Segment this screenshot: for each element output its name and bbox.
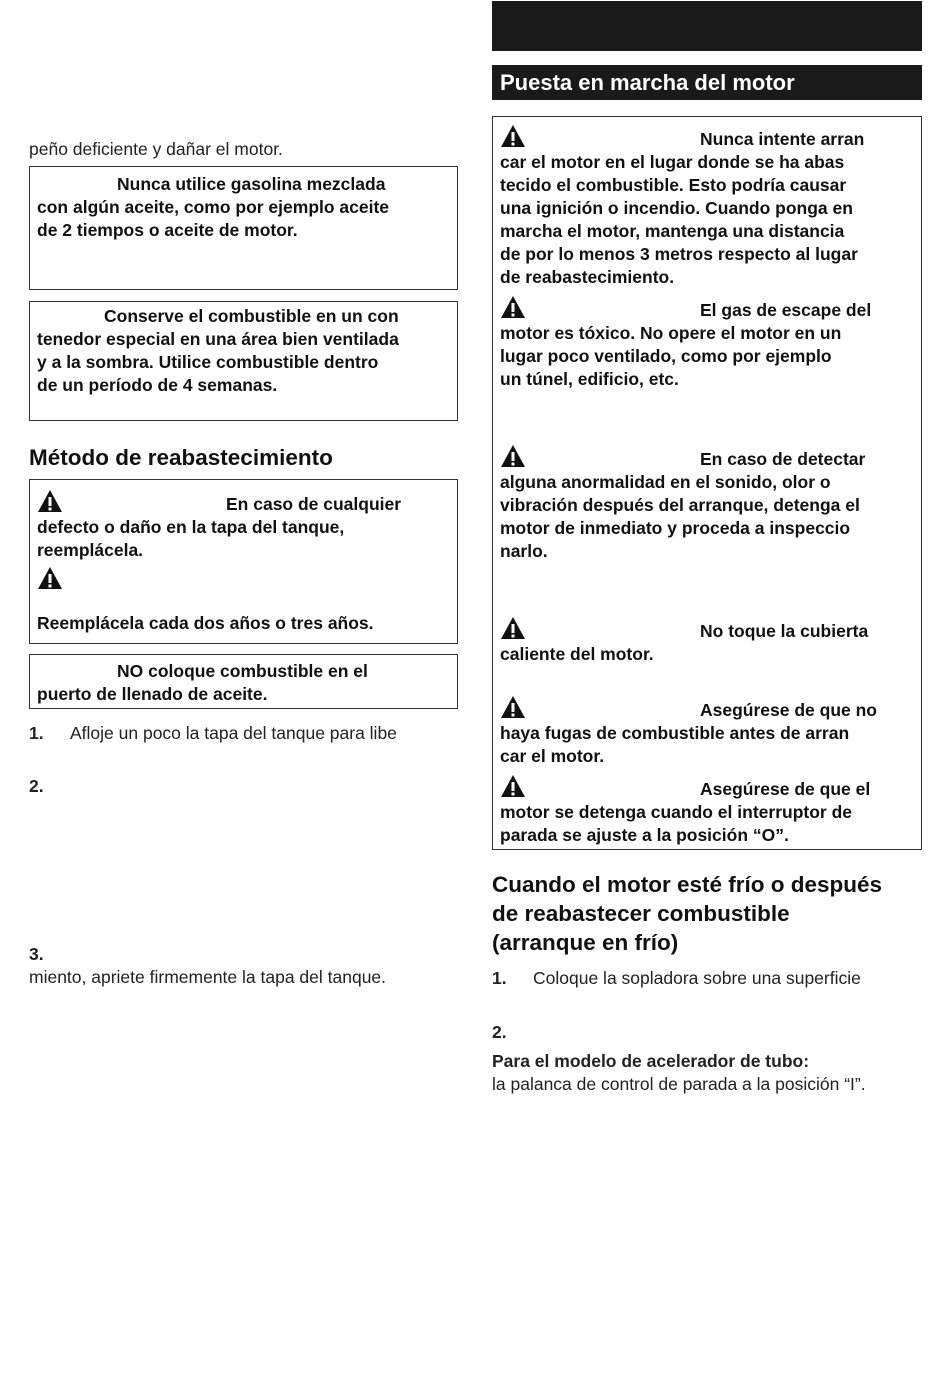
header-bar <box>492 1 922 51</box>
note-box-storage <box>29 301 458 421</box>
warning-triangle-icon <box>37 489 63 513</box>
warning-line: En caso de cualquier <box>226 494 402 514</box>
warning-line: narlo. <box>500 541 548 561</box>
step-text: Afloje un poco la tapa del tanque para libe <box>70 723 397 743</box>
note-line: de 2 tiempos o aceite de motor. <box>37 220 298 240</box>
warning-line: haya fugas de combustible antes de arran <box>500 723 850 743</box>
warning-line: tecido el combustible. Esto podría causar <box>500 175 847 195</box>
note-line: NO coloque combustible en el <box>117 661 368 681</box>
heading-line: de reabastecer combustible <box>492 901 790 926</box>
warning-triangle-icon <box>500 616 526 640</box>
note-line: con algún aceite, como por ejemplo aceite <box>37 197 390 217</box>
section-title-refuel: Método de reabastecimiento <box>29 445 333 470</box>
warning-line: Reemplácela cada dos años o tres años. <box>37 613 374 633</box>
note-line: y a la sombra. Utilice combustible dentro <box>37 352 379 372</box>
warning-line: defecto o daño en la tapa del tanque, <box>37 517 345 537</box>
step-number: 2. <box>492 1022 507 1042</box>
warning-triangle-icon <box>500 124 526 148</box>
warning-line: una ignición o incendio. Cuando ponga en <box>500 198 853 218</box>
warning-triangle-icon <box>37 566 63 590</box>
note-line: Conserve el combustible en un con <box>104 306 399 326</box>
step-number: 2. <box>29 776 44 796</box>
warning-line: marcha el motor, mantenga una distancia <box>500 221 845 241</box>
warning-box-start-engine <box>492 116 922 850</box>
note-box-oil-port <box>29 654 458 709</box>
step-number: 1. <box>492 968 507 988</box>
warning-line: No toque la cubierta <box>700 621 869 641</box>
warning-line: vibración después del arranque, detenga el <box>500 495 860 515</box>
step-3-text: miento, apriete firmemente la tapa del tanque. <box>29 967 387 987</box>
right-step-2 <box>492 1021 533 1044</box>
step-3 <box>29 943 70 966</box>
warning-line: car el motor en el lugar donde se ha abas <box>500 152 845 172</box>
step-1 <box>29 722 397 745</box>
warning-line: de reabastecimiento. <box>500 267 675 287</box>
model-label: Para el modelo de acelerador de tubo: <box>492 1051 810 1071</box>
right-step-1 <box>492 967 861 990</box>
step-text: Coloque la sopladora sobre una superficie <box>533 968 861 988</box>
warning-triangle-icon <box>500 295 526 319</box>
warning-line: motor se detenga cuando el interruptor de <box>500 802 852 822</box>
warning-line: motor de inmediato y proceda a inspeccio <box>500 518 851 538</box>
warning-line: car el motor. <box>500 746 605 766</box>
warning-line: motor es tóxico. No opere el motor en un <box>500 323 842 343</box>
warning-line: Nunca intente arran <box>700 129 865 149</box>
warning-line: En caso de detectar <box>700 449 866 469</box>
section-title-cold-start <box>492 870 882 957</box>
warning-line: El gas de escape del <box>700 300 872 320</box>
step-2 <box>29 775 70 798</box>
heading-line: (arranque en frío) <box>492 930 679 955</box>
warning-line: Asegúrese de que no <box>700 700 877 720</box>
step-number: 3. <box>29 944 44 964</box>
note-box-mixed-fuel <box>29 166 458 290</box>
warning-line: reemplácela. <box>37 540 144 560</box>
note-line: tenedor especial en una área bien ventilada <box>37 329 399 349</box>
warning-triangle-icon <box>500 444 526 468</box>
section-title-start-engine: Puesta en marcha del motor <box>492 65 922 100</box>
warning-line: parada se ajuste a la posición “O”. <box>500 825 789 845</box>
warning-triangle-icon <box>500 774 526 798</box>
note-line: puerto de llenado de aceite. <box>37 684 268 704</box>
model-text: la palanca de control de parada a la posición “I”. <box>492 1074 866 1094</box>
heading-line: Cuando el motor esté frío o después <box>492 872 883 897</box>
note-line: Nunca utilice gasolina mezclada <box>117 174 386 194</box>
warning-line: alguna anormalidad en el sonido, olor o <box>500 472 831 492</box>
intro-line: peño deficiente y dañar el motor. <box>29 139 283 159</box>
warning-line: caliente del motor. <box>500 644 654 664</box>
warning-line: lugar poco ventilado, como por ejemplo <box>500 346 832 366</box>
note-line: de un período de 4 semanas. <box>37 375 278 395</box>
step-number: 1. <box>29 723 44 743</box>
warning-line: de por lo menos 3 metros respecto al lugar <box>500 244 858 264</box>
warning-line: Asegúrese de que el <box>700 779 871 799</box>
warning-box-tank-cap <box>29 479 458 644</box>
warning-triangle-icon <box>500 695 526 719</box>
warning-line: un túnel, edificio, etc. <box>500 369 679 389</box>
